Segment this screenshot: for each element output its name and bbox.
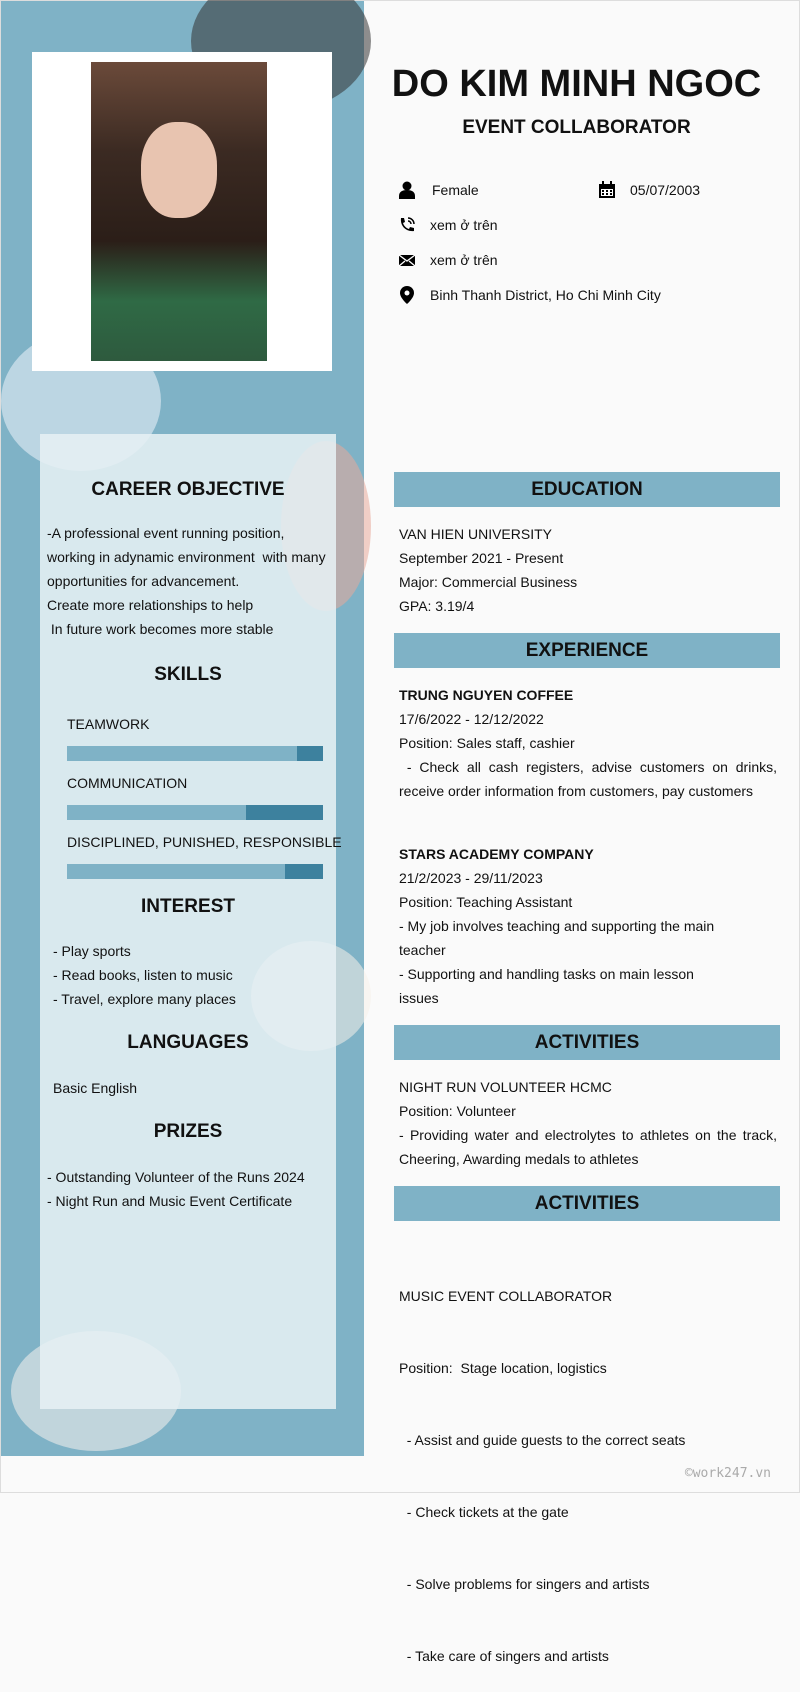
phone-value: xem ở trên <box>430 217 498 233</box>
job-description: - Check all cash registers, advise customers on drinks, receive order information from customers, pay customers <box>399 759 781 799</box>
text-line: opportunities for advancement. <box>47 573 240 589</box>
prizes-list <box>47 1165 305 1213</box>
calendar-icon <box>598 181 616 199</box>
job-position: Position: Teaching Assistant <box>399 894 573 910</box>
skill-bar-communication <box>67 805 323 820</box>
language-item: Basic English <box>53 1080 138 1096</box>
job-period: 17/6/2022 - 12/12/2022 <box>399 711 544 727</box>
job-description: - My job involves teaching and supporting the main teacher <box>399 918 715 958</box>
job-description: - Supporting and handling tasks on main lesson issues <box>399 966 694 1006</box>
education-details <box>399 522 777 618</box>
interest-item: - Play sports <box>53 943 131 959</box>
candidate-name: DO KIM MINH NGOC <box>391 63 762 105</box>
prizes-heading: PRIZES <box>153 1121 223 1142</box>
skill-bar-discipline <box>67 864 323 879</box>
education-period: September 2021 - Present <box>399 550 564 566</box>
watermark: ©work247.vn <box>684 1466 771 1481</box>
experience-job-2 <box>399 842 729 1010</box>
location-pin-icon <box>398 286 416 304</box>
email-row <box>398 251 498 269</box>
left-info-panel <box>40 434 342 1409</box>
person-icon <box>398 181 416 199</box>
company-name: STARS ACADEMY COMPANY <box>399 846 594 862</box>
profile-photo <box>91 62 267 361</box>
experience-heading: EXPERIENCE <box>394 633 780 668</box>
activity-2 <box>399 1236 777 1692</box>
activity-name: MUSIC EVENT COLLABORATOR <box>399 1288 613 1304</box>
skill-label: DISCIPLINED, PUNISHED, RESPONSIBLE <box>67 834 342 850</box>
prize-item: - Night Run and Music Event Certificate <box>47 1193 293 1209</box>
activity-task: - Assist and guide guests to the correct seats <box>399 1432 686 1448</box>
text-line: -A professional event running position, <box>47 525 285 541</box>
prize-item: - Outstanding Volunteer of the Runs 2024 <box>47 1169 305 1185</box>
birthdate-row <box>598 181 700 199</box>
envelope-icon <box>398 251 416 269</box>
candidate-title: EVENT COLLABORATOR <box>462 117 691 138</box>
job-position: Position: Sales staff, cashier <box>399 735 575 751</box>
birthdate-value: 05/07/2003 <box>630 182 701 198</box>
left-column <box>1 1 364 1456</box>
activity-name: NIGHT RUN VOLUNTEER HCMC <box>399 1079 612 1095</box>
gender-value: Female <box>432 182 479 198</box>
activities-heading-2: ACTIVITIES <box>394 1186 780 1221</box>
company-name: TRUNG NGUYEN COFFEE <box>399 687 574 703</box>
education-gpa: GPA: 3.19/4 <box>399 598 475 614</box>
activity-task: - Solve problems for singers and artists <box>399 1576 650 1592</box>
career-objective-text <box>47 521 326 641</box>
activity-position: Position: Stage location, logistics <box>399 1360 607 1376</box>
gender-row <box>398 181 479 199</box>
skill-bar-teamwork <box>67 746 323 761</box>
phone-row <box>398 216 498 234</box>
interest-item: - Travel, explore many places <box>53 991 236 1007</box>
activity-position: Position: Volunteer <box>399 1103 516 1119</box>
languages-heading: LANGUAGES <box>127 1032 249 1053</box>
skill-label: TEAMWORK <box>67 716 150 732</box>
email-value: xem ở trên <box>430 252 498 268</box>
activity-task: - Check tickets at the gate <box>399 1504 569 1520</box>
interest-list <box>53 939 236 1011</box>
education-heading: EDUCATION <box>394 472 780 507</box>
skill-label: COMMUNICATION <box>67 775 188 791</box>
skills-heading: SKILLS <box>154 664 222 685</box>
job-period: 21/2/2023 - 29/11/2023 <box>399 870 543 886</box>
career-objective-heading: CAREER OBJECTIVE <box>91 479 285 500</box>
address-row <box>398 286 661 304</box>
interest-heading: INTEREST <box>141 896 235 917</box>
experience-job-1 <box>399 683 781 803</box>
text-line: Create more relationships to help <box>47 597 254 613</box>
activity-task: - Take care of singers and artists <box>399 1648 609 1664</box>
text-line: In future work becomes more stable <box>47 621 274 637</box>
activity-1 <box>399 1075 777 1171</box>
activities-heading-1: ACTIVITIES <box>394 1025 780 1060</box>
school-name: VAN HIEN UNIVERSITY <box>399 526 552 542</box>
text-line: working in adynamic environment with many <box>47 549 326 565</box>
interest-item: - Read books, listen to music <box>53 967 233 983</box>
address-value: Binh Thanh District, Ho Chi Minh City <box>430 287 661 303</box>
education-major: Major: Commercial Business <box>399 574 578 590</box>
phone-icon <box>398 216 416 234</box>
activity-description: - Providing water and electrolytes to athletes on the track, Cheering, Awarding medals to athletes <box>399 1127 777 1167</box>
profile-photo-frame <box>32 52 332 371</box>
